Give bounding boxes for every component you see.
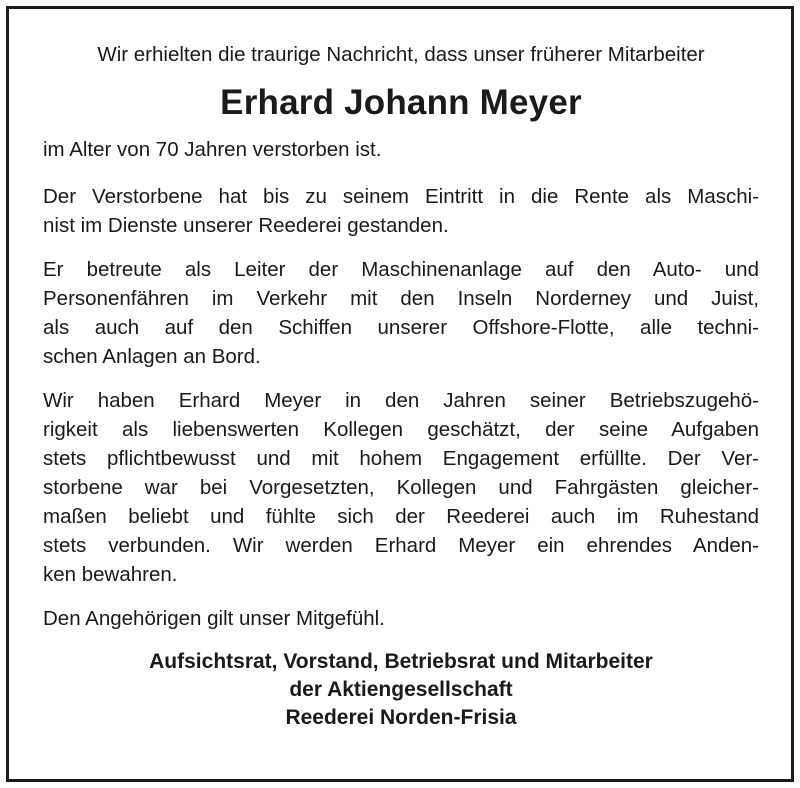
paragraph-line: schen Anlagen an Bord. bbox=[43, 345, 261, 368]
paragraph-duties bbox=[43, 255, 759, 371]
paragraph-line: Personenfähren im Verkehr mit den Inseln Norderney und Juist, bbox=[43, 287, 759, 310]
paragraph-tribute bbox=[43, 386, 759, 589]
signature-line: der Aktiengesellschaft bbox=[289, 678, 513, 701]
paragraph-line: ken bewahren. bbox=[43, 563, 178, 586]
age-line: im Alter von 70 Jahren verstorben ist. bbox=[43, 138, 382, 161]
signature-block bbox=[43, 648, 759, 732]
signature-line: Reederei Norden-Frisia bbox=[285, 706, 517, 729]
paragraph-line: als auch auf den Schiffen unserer Offshore-Flotte, alle techni- bbox=[43, 316, 759, 339]
paragraph-line: Der Verstorbene hat bis zu seinem Eintritt in die Rente als Maschi- bbox=[43, 185, 759, 208]
intro-text: Wir erhielten die traurige Nachricht, dass unser früherer Mitarbeiter bbox=[97, 43, 705, 66]
paragraph-line: Wir haben Erhard Meyer in den Jahren seiner Betriebszugehö- bbox=[43, 389, 759, 412]
paragraph-line: maßen beliebt und fühlte sich der Reederei auch im Ruhestand bbox=[43, 505, 759, 528]
paragraph-line: Er betreute als Leiter der Maschinenanlage auf den Auto- und bbox=[43, 258, 759, 281]
paragraph-line: stets pflichtbewusst und mit hohem Engagement erfüllte. Der Ver- bbox=[43, 447, 759, 470]
paragraph-line: stets verbunden. Wir werden Erhard Meyer ein ehrendes Anden- bbox=[43, 534, 759, 557]
signature-line: Aufsichtsrat, Vorstand, Betriebsrat und Mitarbeiter bbox=[149, 650, 653, 673]
paragraph-line: storbene war bei Vorgesetzten, Kollegen und Fahrgästen gleicher- bbox=[43, 476, 759, 499]
paragraph-line: nist im Dienste unserer Reederei gestanden. bbox=[43, 214, 449, 237]
obituary-notice bbox=[43, 40, 759, 732]
paragraph-line: rigkeit als liebenswerten Kollegen geschätzt, der seine Aufgaben bbox=[43, 418, 759, 441]
deceased-name: Erhard Johann Meyer bbox=[220, 83, 582, 122]
condolence-line: Den Angehörigen gilt unser Mitgefühl. bbox=[43, 607, 385, 630]
paragraph-career bbox=[43, 182, 759, 240]
